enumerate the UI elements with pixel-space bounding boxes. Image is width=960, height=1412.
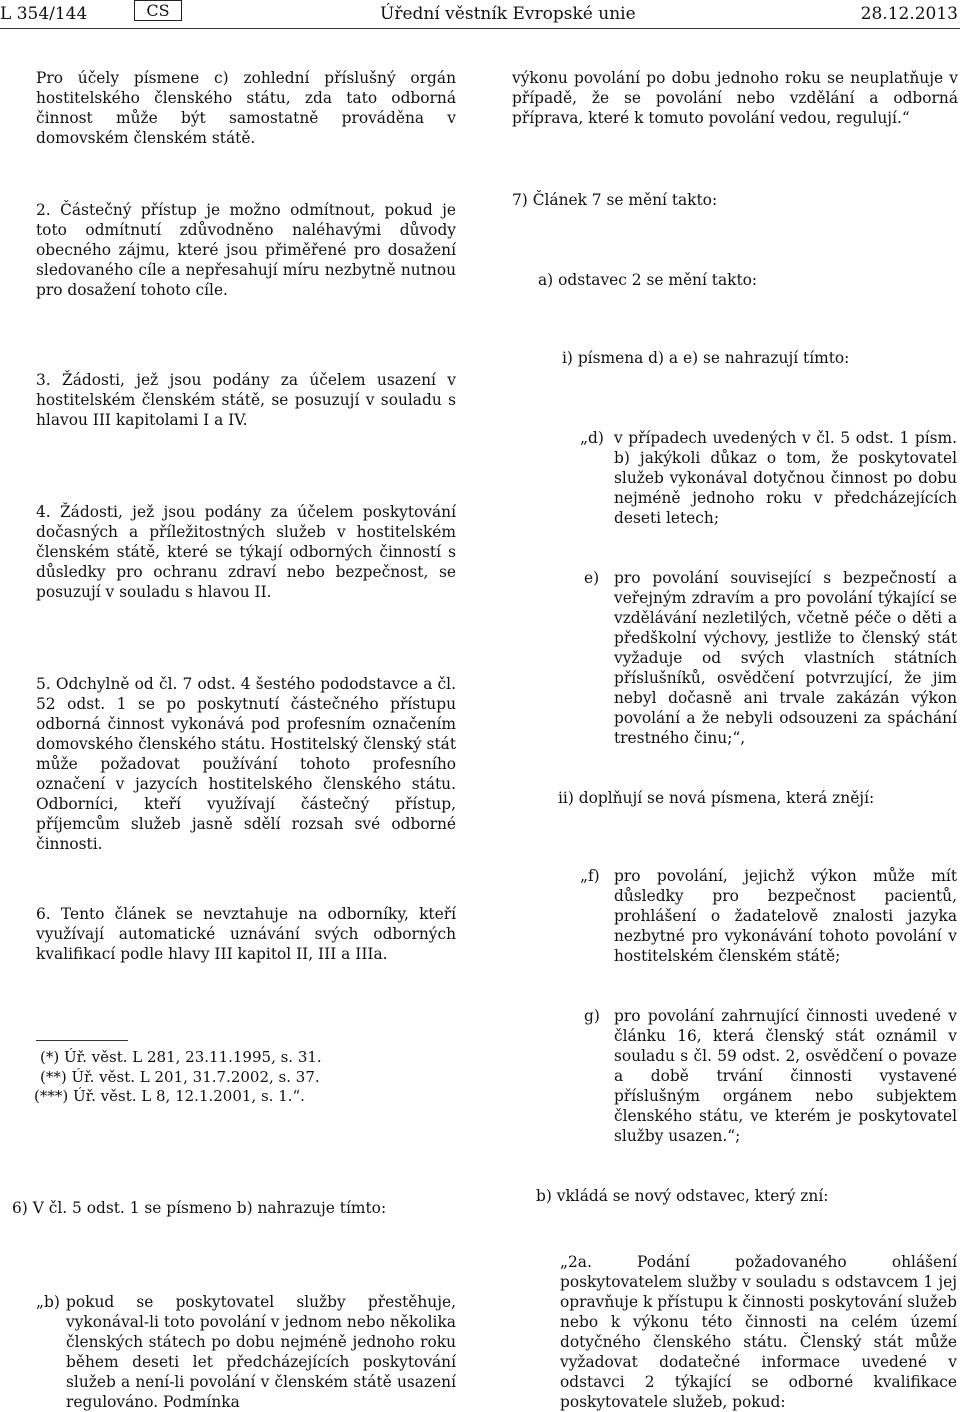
item-b-text: pokud se poskytovatel služby přestěhuje, vykonával-li toto povolání v jednom nebo několika členských státech po dobu nejméně jednoho roku během deseti let předcházejících poskytování služeb a není-li povolání v členském státě usazení regulováno. Podmínka [66,1293,456,1411]
paragraph-4: 4. Žádosti, jež jsou podány za účelem poskytování dočasných a příležitostných služeb v hostitelském členském státě, které se týkají odborných činností s důsledky pro ochranu zdraví nebo bezpečnost, se posuzují v souladu s hlavou II. [36,503,456,601]
paragraph-2: 2. Částečný přístup je možno odmítnout, pokud je toto odmítnutí zdůvodněno naléhavými důvody obecného zájmu, které jsou přiměřené pro dosažení sledovaného cíle a nepřesahují míru nezbytně nutnou pro dosažení tohoto cíle. [36,201,456,299]
language-code-box: CS [134,0,182,21]
right-paragraph-continuation: výkonu povolání po dobu jednoho roku se neuplatňuje v případě, že se povolání nebo vzdělání a odborná příprava, které k tomuto povolání vedou, regulují.“ [512,69,958,127]
item-7-a: a) odstavec 2 se mění takto: [538,271,758,289]
paragraph-2a: „2a. Podání požadovaného ohlášení poskytovatelem služby v souladu s odstavcem 1 jej opravňuje k přístupu k činnosti poskytování služeb nebo k výkonu této činnosti na celém území dotyčného členského státu. Členský stát může vyžadovat dodatečné informace uvedené v odstavci 2 týkající se odborné kvalifikace poskytovatele služeb, pokud: [560,1253,957,1411]
footnote-2: (**) Úř. věst. L 201, 31.7.2002, s. 37. [40,1068,320,1086]
header-rule [0,28,960,29]
paragraph-5: 5. Odchylně od čl. 7 odst. 4 šestého pododstavce a čl. 52 odst. 1 se po poskytnutí částečného přístupu odborná činnost vykonává pod profesním označením domovského členského státu. Hostitelský členský stát může požadovat používání tohoto profesního označení v jazycích hostitelského členského státu. Odborníci, kteří využívají částečný přístup, příjemcům služeb jasně sdělí rozsah své odborné činnosti. [36,675,456,853]
item-d-text: v případech uvedených v čl. 5 odst. 1 písm. b) jakýkoli důkaz o tom, že poskytovatel služeb vykonával dotyčnou činnost po dobu nejméně jednoho roku v předcházejících deseti letech; [614,429,957,527]
item-7: 7) Článek 7 se mění takto: [512,191,718,209]
paragraph-6: 6. Tento článek se nevztahuje na odborníky, kteří využívají automatické uznávání svých odborných kvalifikací podle hlavy III kapitol II, III a IIIa. [36,905,456,963]
item-g-text: pro povolání zahrnující činnosti uvedené v článku 16, která členský stát oznámil v souladu s čl. 59 odst. 2, osvědčení o povaze a době trvání činnosti vystavené příslušným orgánem nebo subjektem členského státu, ve kterém je poskytovatel služby usazen.“; [614,1007,957,1145]
footnote-3: (***) Úř. věst. L 8, 12.1.2001, s. 1.“. [34,1087,305,1105]
issue-date: 28.12.2013 [860,4,958,24]
journal-title: Úřední věstník Evropské unie [380,4,636,24]
item-d-label: „d) [580,429,604,447]
item-6: 6) V čl. 5 odst. 1 se písmeno b) nahrazuje tímto: [12,1199,387,1217]
item-7-a-i: i) písmena d) a e) se nahrazují tímto: [562,349,850,367]
footnote-rule [36,1040,128,1041]
item-f-label: „f) [580,867,600,885]
paragraph-3: 3. Žádosti, jež jsou podány za účelem usazení v hostitelském členském státě, se posuzují v souladu s hlavou III kapitolami I a IV. [36,371,456,429]
footnote-1: (*) Úř. věst. L 281, 23.11.1995, s. 31. [40,1048,322,1066]
page-number: L 354/144 [0,4,88,24]
item-b-label: „b) [36,1293,60,1311]
item-f-text: pro povolání, jejichž výkon může mít důsledky pro bezpečnost pacientů, prohlášení o žadatelově znalosti jazyka nezbytné pro vykonávání tohoto povolání v hostitelském členském státě; [614,867,957,965]
item-e-label: e) [584,569,600,587]
item-e-text: pro povolání související s bezpečností a veřejným zdravím a pro povolání týkající se vzdělávání nezletilých, včetně péče o děti a předškolní výchovy, jestliže to členský stát vyžaduje od svých vlastních státních příslušníků, osvědčení potvrzující, že jim nebyl dočasně ani trvale zakázán výkon povolání a že nebyli odsouzeni za spáchání trestného činu;“, [614,569,957,747]
item-7-b: b) vkládá se nový odstavec, který zní: [536,1187,829,1205]
left-paragraph-intro: Pro účely písmene c) zohlední příslušný orgán hostitelského členského státu, zda tato odborná činnost může být samostatně prováděna v domovském členském státě. [36,69,456,147]
item-7-a-ii: ii) doplňují se nová písmena, která znějí: [558,789,875,807]
item-g-label: g) [584,1007,600,1025]
